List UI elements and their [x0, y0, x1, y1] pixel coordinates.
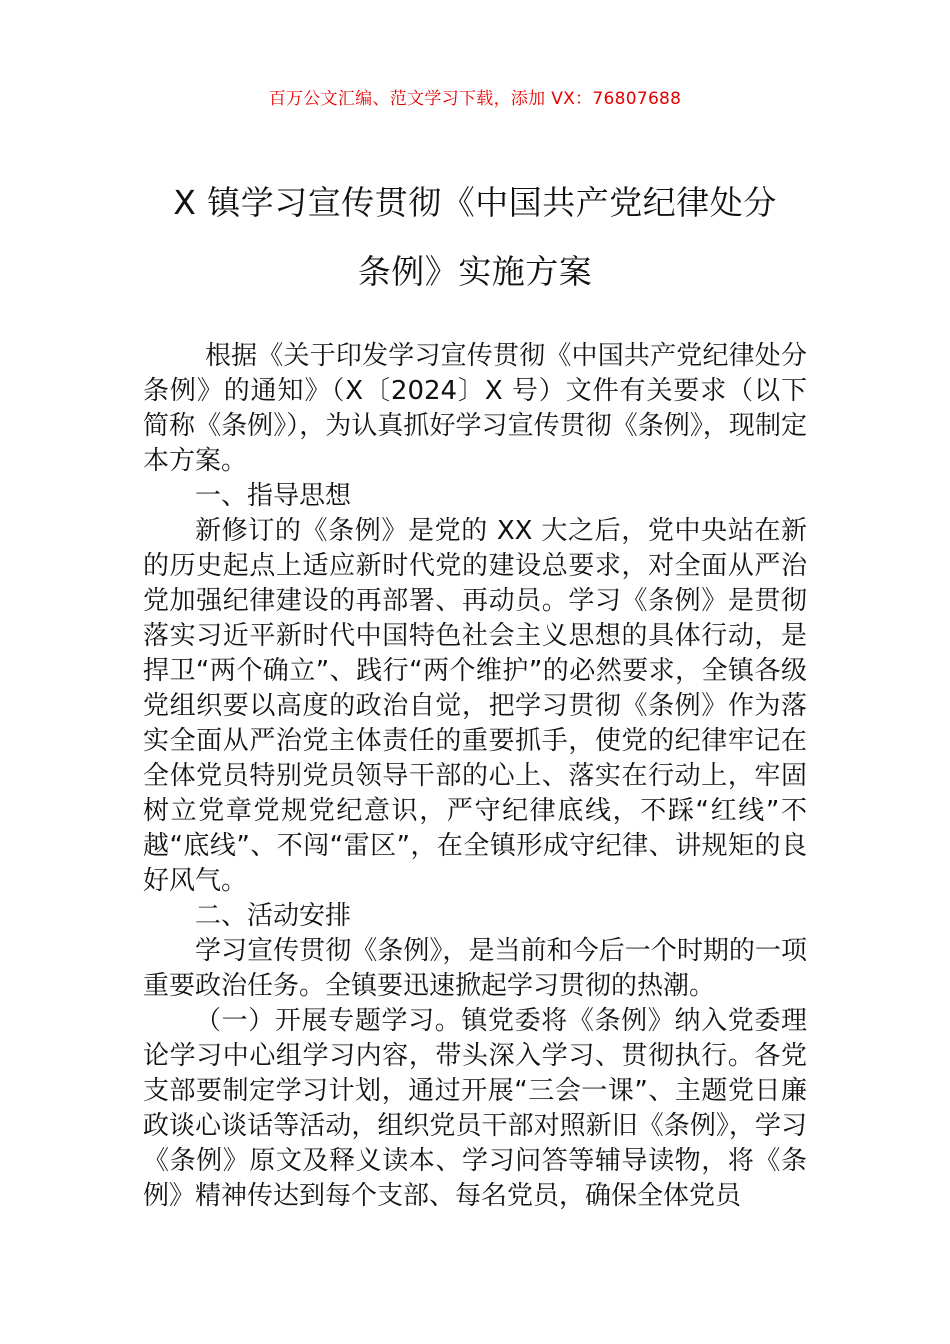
activity-arrangement-paragraph: 学习宣传贯彻《条例》，是当前和今后一个时期的一项重要政治任务。全镇要迅速掀起学习贯彻的热潮。	[143, 936, 807, 1001]
document-title-line-2: 条例》实施方案	[357, 252, 593, 291]
special-study-paragraph: （一）开展专题学习。镇党委将《条例》纳入党委理论学习中心组学习内容，带头深入学习、贯彻执行。各党支部要制定学习计划，通过开展“三会一课”、主题党日廉政谈心谈话等活动，组织党员干部对照新旧《条例》，学习《条例》原文及释义读本、学习问答等辅导读物，将《条例》精神传达到每个支部、每名党员，确保全体党员	[143, 1006, 807, 1211]
guiding-ideology-paragraph: 新修订的《条例》是党的 XX 大之后，党中央站在新的历史起点上适应新时代党的建设总要求，对全面从严治党加强纪律建设的再部署、再动员。学习《条例》是贯彻落实习近平新时代中国特色社会主义思想的具体行动，是捍卫“两个确立”、践行“两个维护”的必然要求，全镇各级党组织要以高度的政治自觉，把学习贯彻《条例》作为落实全面从严治党主体责任的重要抓手，使党的纪律牢记在全体党员特别党员领导干部的心上、落实在行动上，牢固树立党章党规党纪意识，严守纪律底线，不踩“红线”不越“底线”、不闯“雷区”，在全镇形成守纪律、讲规矩的良好风气。	[143, 516, 807, 896]
header-note: 百万公文汇编、范文学习下载，添加 VX：76807688	[268, 89, 682, 109]
section-heading-guiding-ideology: 一、指导思想	[195, 481, 352, 511]
document-body	[143, 339, 807, 1214]
intro-paragraph: 根据《关于印发学习宣传贯彻《中国共产党纪律处分条例》的通知》（X〔2024〕X 号）文件有关要求（以下简称《条例》），为认真抓好学习宣传贯彻《条例》，现制定本方案。	[143, 341, 807, 476]
section-heading-activity-arrangement: 二、活动安排	[195, 901, 352, 931]
document-title-line-1: X 镇学习宣传贯彻《中国共产党纪律处分	[173, 183, 777, 222]
